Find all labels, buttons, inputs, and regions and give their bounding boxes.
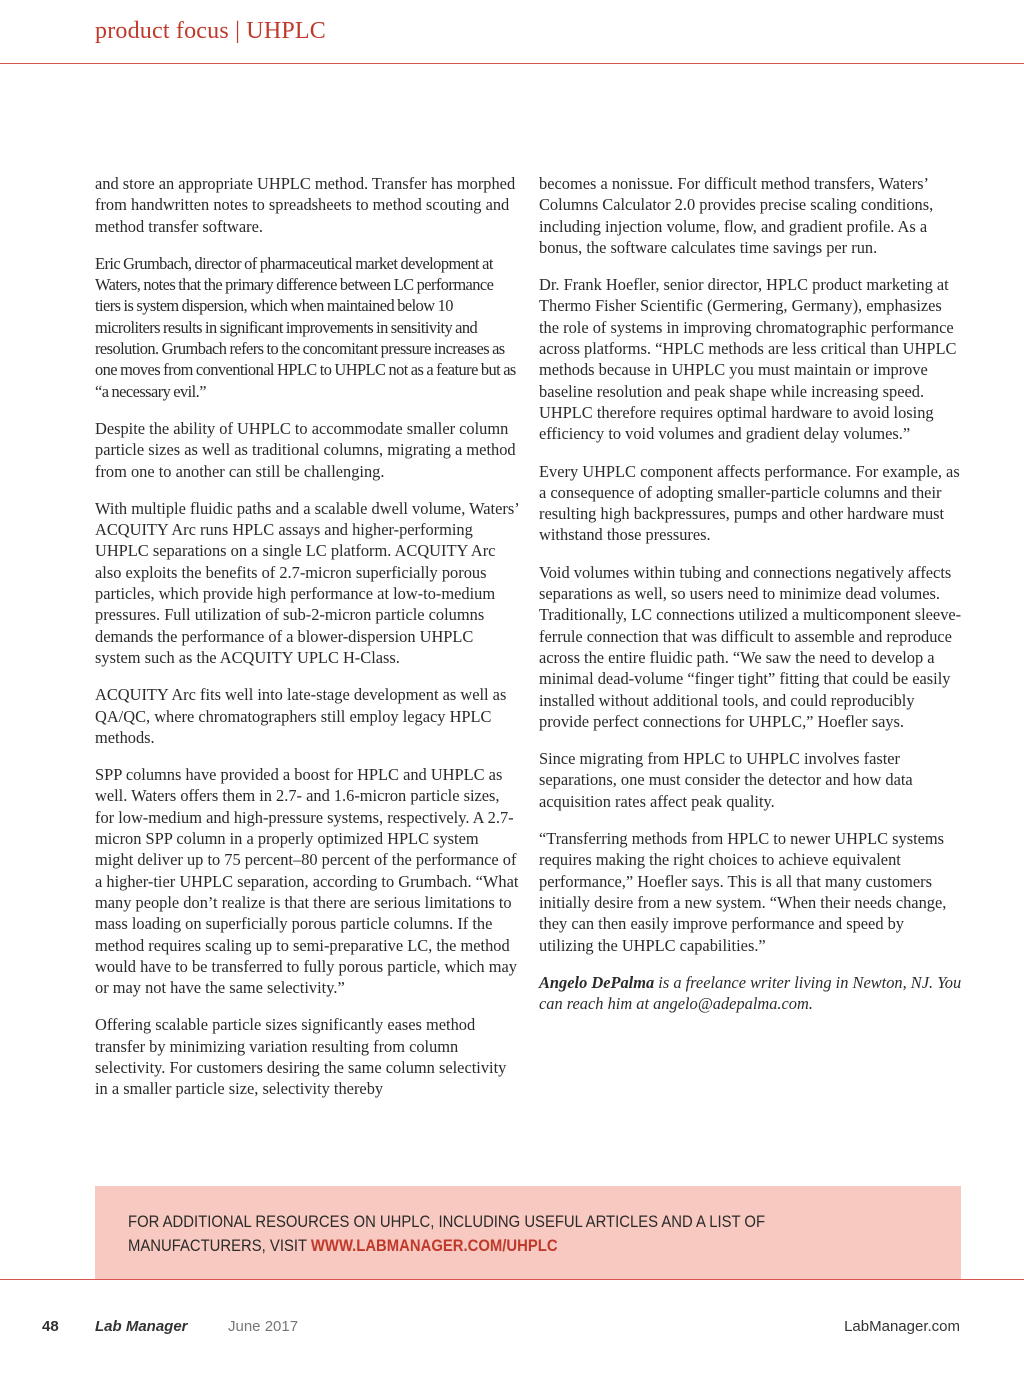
paragraph: Eric Grumbach, director of pharmaceutical market development at Waters, notes that the primary difference between LC performance tiers is system dispersion, which when maintained below 10 microliters results in significant improvements in sensitivity and resolution. Grumbach refers to the concomitant pressure increases as one moves from conventional HPLC to UHPLC not as a feature but as “a necessary evil.” <box>95 253 516 401</box>
section-header: product focus | UHPLC <box>95 18 326 44</box>
paragraph: SPP columns have provided a boost for HPLC and UHPLC as well. Waters offers them in 2.7- and 1.6-micron particle sizes, for low-medium and high-pressure systems, respectively. A 2.7-micron SPP column in a properly optimized HPLC system might deliver up to 75 percent–80 percent of the performance of a higher-tier UHPLC separation, according to Grumbach. “What many people don’t realize is that there are serious limitations to mass loading on superficially porous particle columns. If the method requires scaling up to semi-preparative LC, the method would have to be transferred to fully porous particle, which may or may not have the same selectivity.” <box>95 765 519 998</box>
author-name: Angelo DePalma <box>539 972 655 992</box>
website-url[interactable]: LabManager.com <box>844 1318 960 1335</box>
paragraph: “Transferring methods from HPLC to newer UHPLC systems requires making the right choices to achieve equivalent performance,” Hoefler says. This is all that many customers initially desire from a new system. “When their needs change, they can then easily improve performance and speed by utilizing the UHPLC capabilities.” <box>539 829 947 955</box>
article-column-left <box>95 173 520 1116</box>
paragraph: and store an appropriate UHPLC method. Transfer has morphed from handwritten notes to spreadsheets to method scouting and method transfer software. <box>95 174 516 236</box>
paragraph: Since migrating from HPLC to UHPLC involves faster separations, one must consider the detector and how data acquisition rates affect peak quality. <box>539 749 913 811</box>
resources-banner <box>95 1186 961 1279</box>
author-byline <box>539 972 962 1015</box>
paragraph: Void volumes within tubing and connections negatively affects separations as well, so users need to minimize dead volumes. Traditionally, LC connections utilized a multicomponent sleeve-ferrule connection that was difficult to assemble and reproduce across the entire fluidic path. “We saw the need to develop a minimal dead-volume “finger tight” fitting that could be easily installed without additional tools, and could reproducibly provide perfect connections for UHPLC,” Hoefler says. <box>539 562 962 731</box>
paragraph: becomes a nonissue. For difficult method transfers, Waters’ Columns Calculator 2.0 provides precise scaling conditions, including injection volume, flow, and gradient profile. As a bonus, the software calculates time savings per run. <box>539 174 934 257</box>
paragraph: Offering scalable particle sizes significantly eases method transfer by minimizing variation resulting from column selectivity. For customers desiring the same column selectivity in a smaller particle size, selectivity thereby <box>95 1015 507 1099</box>
resources-link[interactable]: WWW.LABMANAGER.COM/UHPLC <box>310 1237 558 1255</box>
magazine-name: Lab Manager <box>95 1318 188 1335</box>
issue-date: June 2017 <box>228 1318 299 1335</box>
page-number: 48 <box>42 1318 59 1335</box>
header-divider <box>0 63 1024 64</box>
paragraph: Dr. Frank Hoefler, senior director, HPLC product marketing at Thermo Fisher Scientific (Germering, Germany), emphasizes the role of systems in improving chromatographic performance across platforms. “HPLC methods are less critical than UHPLC methods because in UHPLC you must maintain or improve baseline resolution and peak shape while increasing speed. UHPLC therefore requires optimal hardware to avoid losing efficiency to void volumes and gradient delay volumes.” <box>539 275 957 444</box>
paragraph: With multiple fluidic paths and a scalable dwell volume, Waters’ ACQUITY Arc runs HPLC assays and higher-performing UHPLC separations on a single LC platform. ACQUITY Arc also exploits the benefits of 2.7-micron superficially porous particles, which provide high performance at low-to-medium pressures. Full utilization of sub-2-micron particle columns demands the performance of a blower-dispersion UHPLC system such as the ACQUITY UPLC H-Class. <box>95 498 519 667</box>
paragraph: Every UHPLC component affects performance. For example, as a consequence of adopting smaller-particle columns and their resulting high backpressures, pumps and other hardware must withstand those pressures. <box>539 461 960 545</box>
author-bio: is a freelance writer living in Newton, NJ. You can reach him at angelo@adepalma.com. <box>539 972 962 1014</box>
banner-text <box>128 1210 866 1258</box>
article-column-right <box>539 173 962 1030</box>
banner-message: FOR ADDITIONAL RESOURCES ON UHPLC, INCLUDING USEFUL ARTICLES AND A LIST OF MANUFACTURERS, VISIT <box>128 1213 766 1255</box>
page-footer <box>0 1318 1024 1342</box>
paragraph: Despite the ability of UHPLC to accommodate smaller column particle sizes as well as traditional columns, migrating a method from one to another can still be challenging. <box>95 418 516 481</box>
footer-divider <box>0 1279 1024 1280</box>
paragraph: ACQUITY Arc fits well into late-stage development as well as QA/QC, where chromatographers still employ legacy HPLC methods. <box>95 685 507 747</box>
